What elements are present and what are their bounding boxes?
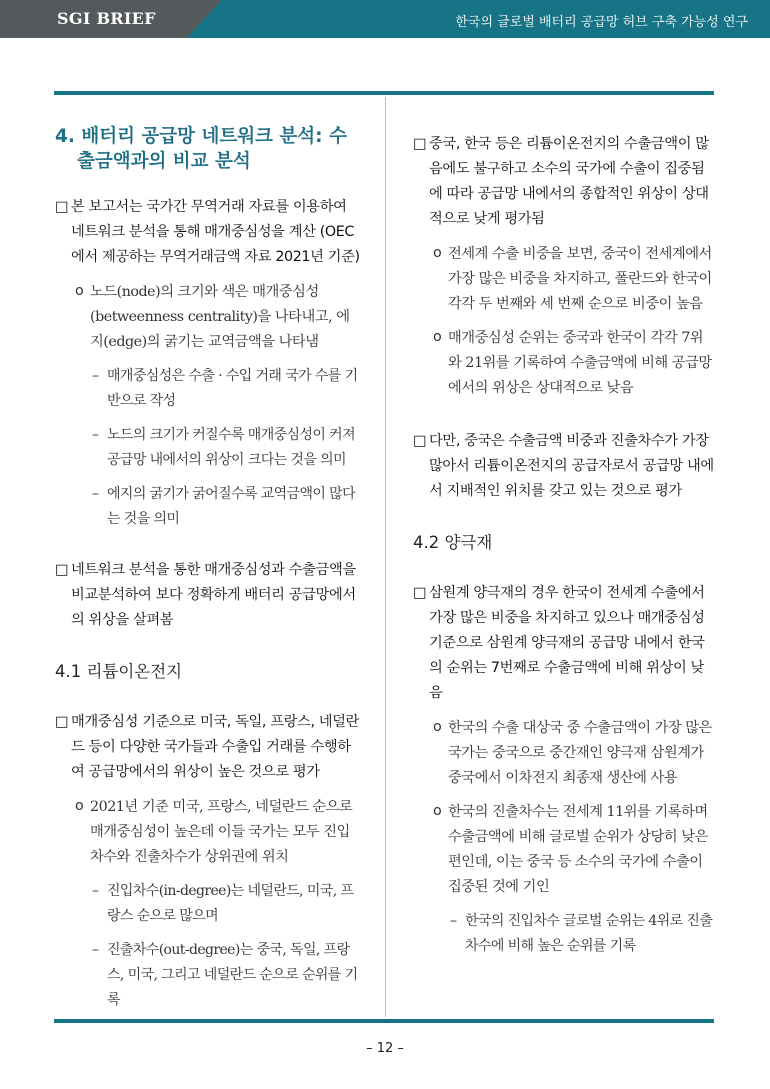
right-column bbox=[413, 124, 716, 959]
top-rule bbox=[54, 91, 714, 95]
bullet-circle: o 노드(node)의 크기와 색은 매개중심성(betweenness centrality)을 나타내고, 에지(edge)의 굵기는 교역금액을 나타냄 bbox=[55, 280, 362, 355]
left-column bbox=[55, 124, 362, 1013]
brand-logo-text: SGI BRIEF bbox=[57, 9, 156, 28]
bullet-dash: – 에지의 굵기가 굵어질수록 교역금액이 많다는 것을 의미 bbox=[55, 482, 362, 532]
bottom-rule bbox=[54, 1019, 714, 1023]
bullet-circle: o 매개중심성 순위는 중국과 한국이 각각 7위와 21위를 기록하여 수출금액에 비해 공급망에서의 위상은 상대적으로 낮음 bbox=[413, 326, 716, 401]
bullet-square: □ 중국, 한국 등은 리튬이온전지의 수출금액이 많음에도 불구하고 소수의 국가에 수출이 집중됨에 따라 공급망 내에서의 종합적인 위상이 상대적으로 낮게 평가됨 bbox=[413, 132, 716, 232]
page-number: – 12 – bbox=[366, 1041, 404, 1056]
bullet-circle: o 한국의 수출 대상국 중 수출금액이 가장 많은 국가는 중국으로 중간재인 양극재 삼원계가 중국에서 이차전지 최종재 생산에 사용 bbox=[413, 716, 716, 791]
subsection-heading: 4.2 양극재 bbox=[413, 533, 493, 552]
subsection-heading: 4.1 리튬이온전지 bbox=[55, 662, 183, 681]
bullet-square: □ 네트워크 분석을 통한 매개중심성과 수출금액을 비교분석하여 보다 정확하게 배터리 공급망에서의 위상을 살펴봄 bbox=[55, 558, 362, 633]
bullet-square: □ 매개중심성 기준으로 미국, 독일, 프랑스, 네덜란드 등이 다양한 국가들과 수출입 거래를 수행하여 공급망에서의 위상이 높은 것으로 평가 bbox=[55, 710, 362, 785]
bullet-dash: – 진출차수(out-degree)는 중국, 독일, 프랑스, 미국, 그리고 네덜란드 순으로 순위를 기록 bbox=[55, 938, 362, 1013]
bullet-square: □ 삼원계 양극재의 경우 한국이 전세계 수출에서 가장 많은 비중을 차지하고 있으나 매개중심성 기준으로 삼원계 양극재의 공급망 내에서 한국의 순위는 7번째로 수출금액에 비해 위상이 낮음 bbox=[413, 581, 716, 706]
header-bar bbox=[0, 0, 770, 38]
report-title: 한국의 글로벌 배터리 공급망 허브 구축 가능성 연구 bbox=[455, 15, 748, 30]
bullet-dash: – 노드의 크기가 커질수록 매개중심성이 커져 공급망 내에서의 위상이 크다는 것을 의미 bbox=[55, 423, 362, 473]
bullet-square: □ 본 보고서는 국가간 무역거래 자료를 이용하여 네트워크 분석을 통해 매개중심성을 계산 (OEC에서 제공하는 무역거래금액 자료 2021년 기준) bbox=[55, 195, 362, 270]
column-divider bbox=[385, 97, 386, 1017]
bullet-dash: – 한국의 진입차수 글로벌 순위는 4위로 진출차수에 비해 높은 순위를 기록 bbox=[413, 909, 716, 959]
section-heading: 4. 배터리 공급망 네트워크 분석: 수출금액과의 비교 분석 bbox=[55, 126, 347, 172]
bullet-circle: o 한국의 진출차수는 전세계 11위를 기록하며 수출금액에 비해 글로벌 순위가 상당히 낮은 편인데, 이는 중국 등 소수의 국가에 수출이 집중된 것에 기인 bbox=[413, 800, 716, 900]
bullet-dash: – 진입차수(in-degree)는 네덜란드, 미국, 프랑스 순으로 많으며 bbox=[55, 879, 362, 929]
bullet-circle: o 전세계 수출 비중을 보면, 중국이 전세계에서 가장 많은 비중을 차지하고, 폴란드와 한국이 각각 두 번째와 세 번째 순으로 비중이 높음 bbox=[413, 242, 716, 317]
bullet-square: □ 다만, 중국은 수출금액 비중과 진출차수가 가장 많아서 리튬이온전지의 공급자로서 공급망 내에서 지배적인 위치를 갖고 있는 것으로 평가 bbox=[413, 429, 716, 504]
bullet-circle: o 2021년 기준 미국, 프랑스, 네덜란드 순으로 매개중심성이 높은데 이들 국가는 모두 진입차수와 진출차수가 상위권에 위치 bbox=[55, 795, 362, 870]
bullet-dash: – 매개중심성은 수출 · 수입 거래 국가 수를 기반으로 작성 bbox=[55, 364, 362, 414]
